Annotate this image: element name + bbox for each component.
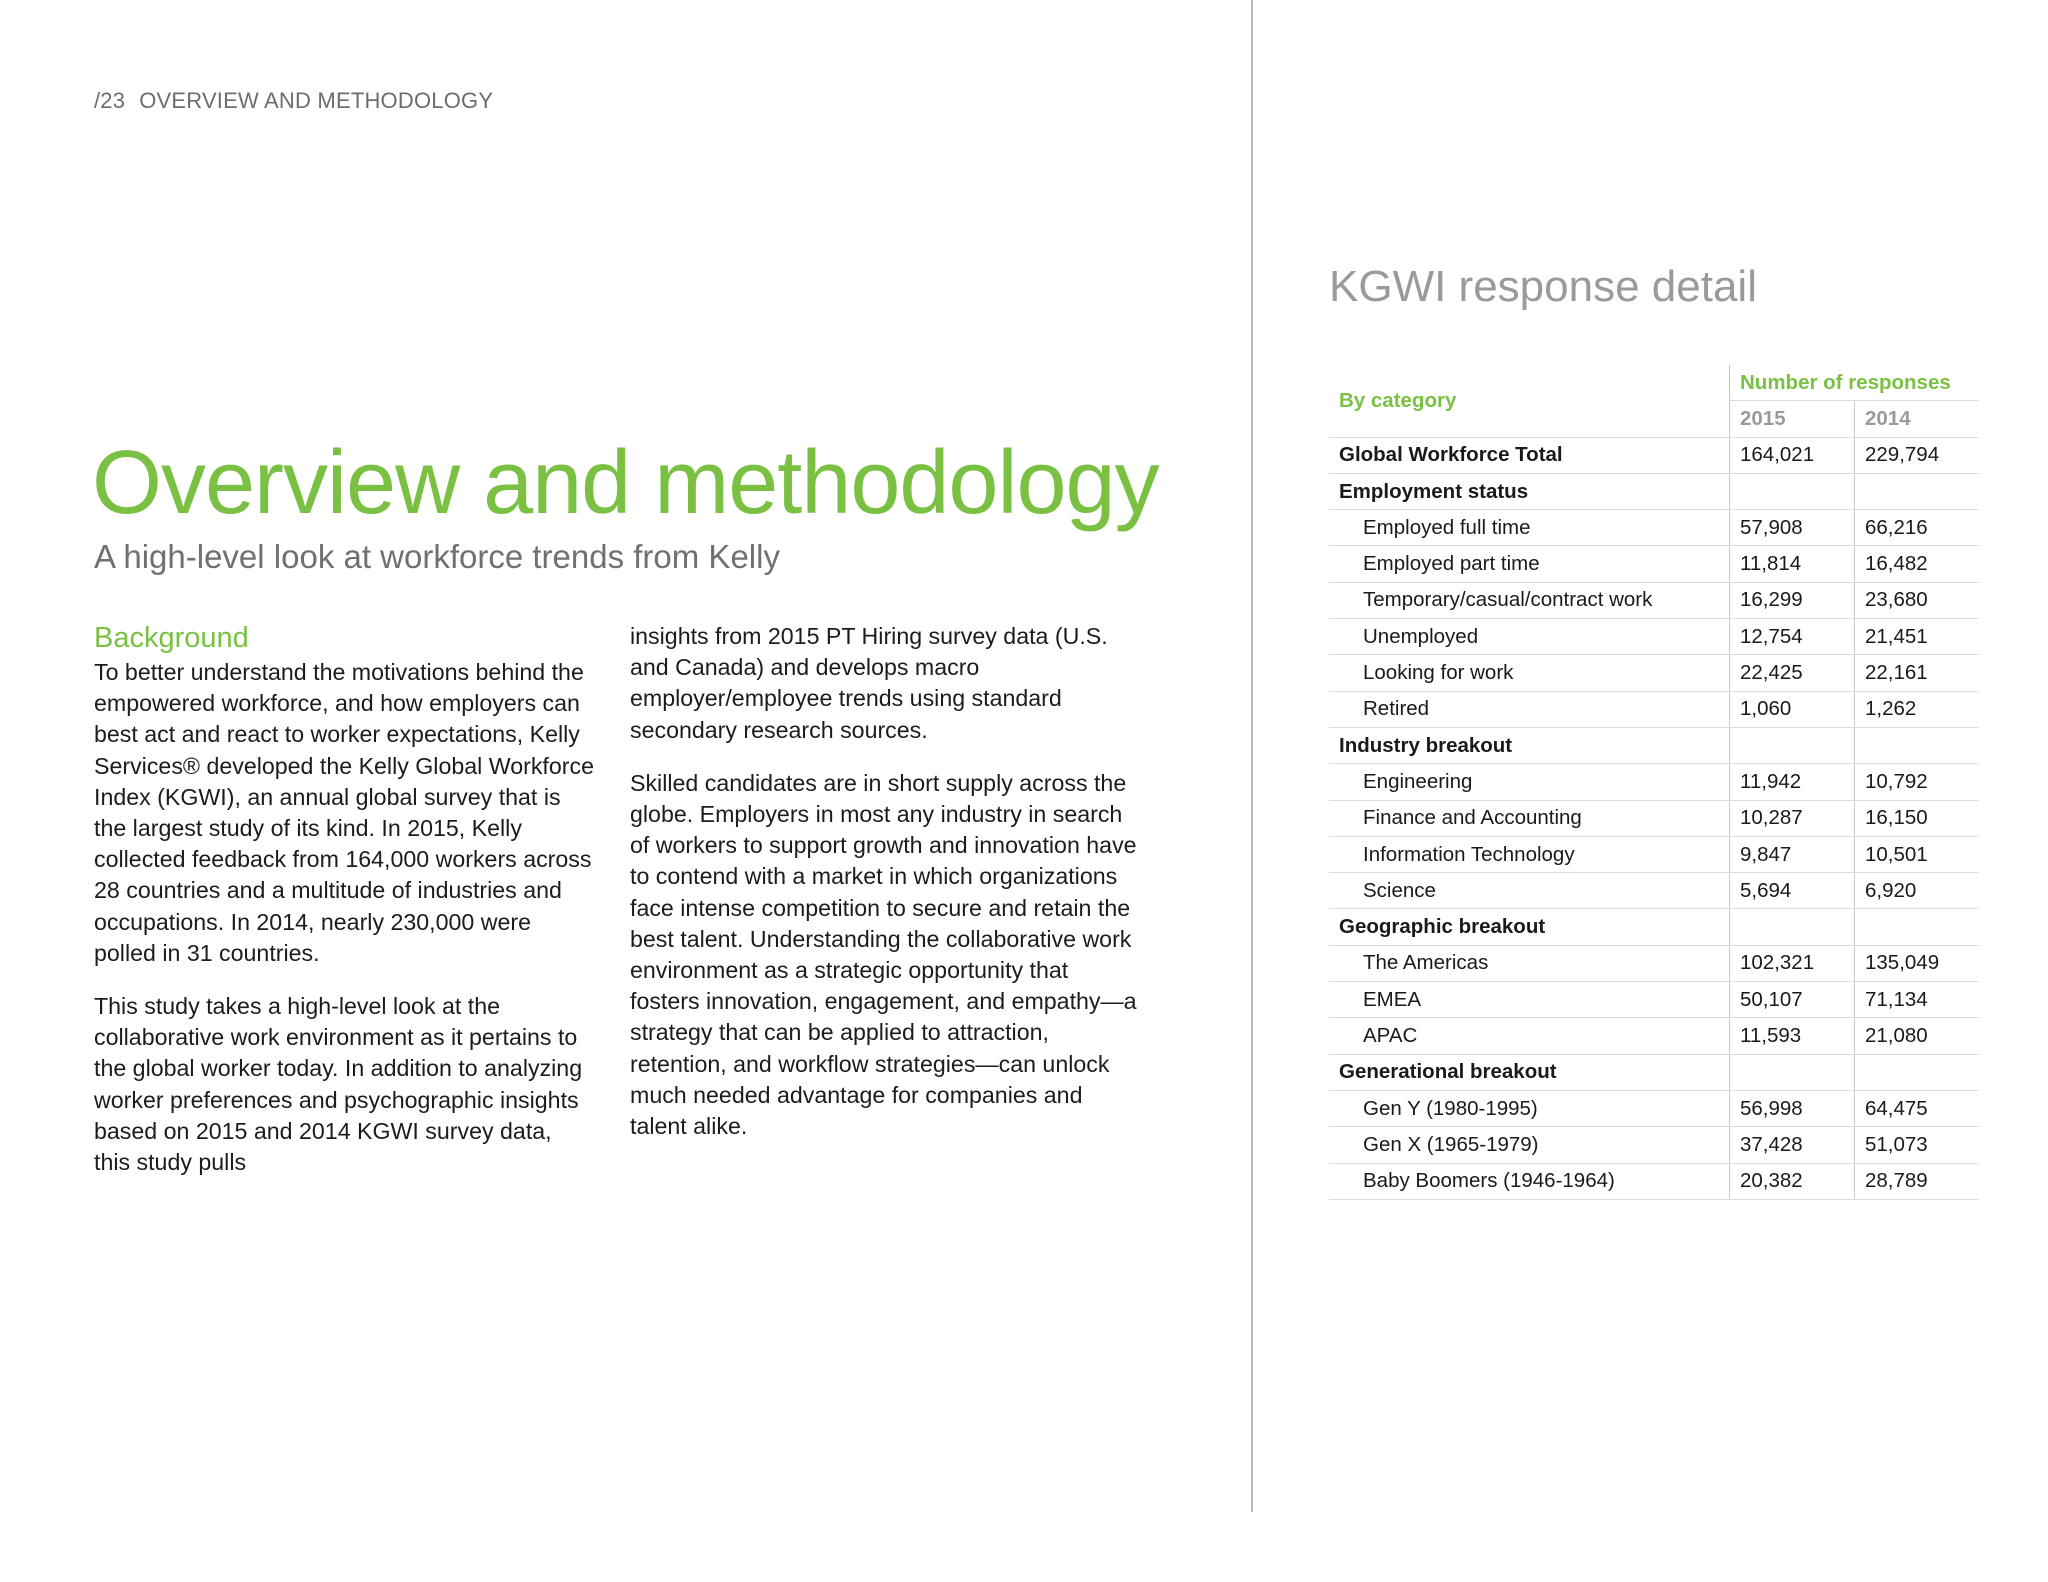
value-2015: 20,382: [1730, 1163, 1855, 1199]
value-2015: 11,942: [1730, 764, 1855, 800]
table-row: [1329, 1018, 1979, 1054]
value-2015: 164,021: [1730, 437, 1855, 473]
value-2015: 12,754: [1730, 619, 1855, 655]
table-row: [1329, 727, 1979, 763]
value-2014: 21,451: [1855, 619, 1980, 655]
value-2014: [1855, 727, 1980, 763]
table-row: [1329, 1163, 1979, 1199]
body-paragraph: To better understand the motivations behind the empowered workforce, and how employers can best act and react to worker expectations, Kelly Services® developed the Kelly Global Workforce Index (KGWI), an annual global survey that is the largest study of its kind. In 2015, Kelly collected feedback from 164,000 workers across 28 countries and a multitude of industries and occupations. In 2014, nearly 230,000 were polled in 31 countries.: [94, 659, 594, 966]
table-title: KGWI response detail: [1329, 262, 1757, 311]
page-subtitle: A high-level look at workforce trends from Kelly: [94, 538, 780, 575]
value-2015: 5,694: [1730, 873, 1855, 909]
table-row: [1329, 619, 1979, 655]
value-2015: 11,814: [1730, 546, 1855, 582]
value-2015: 102,321: [1730, 945, 1855, 981]
value-2014: 16,482: [1855, 546, 1980, 582]
value-2014: 64,475: [1855, 1090, 1980, 1126]
row-label: Gen Y (1980-1995): [1329, 1090, 1730, 1126]
value-2014: 229,794: [1855, 437, 1980, 473]
row-label: Baby Boomers (1946-1964): [1329, 1163, 1730, 1199]
row-label: Finance and Accounting: [1329, 800, 1730, 836]
value-2014: 21,080: [1855, 1018, 1980, 1054]
body-paragraph: insights from 2015 PT Hiring survey data (U.S. and Canada) and develops macro employer/employee trends using standard secondary research sources.: [630, 623, 1108, 743]
body-column-2: [630, 621, 1140, 1164]
page-number: /23: [94, 88, 126, 113]
value-2015: 9,847: [1730, 836, 1855, 872]
table-body: [1329, 437, 1979, 1199]
body-paragraph: This study takes a high-level look at the collaborative work environment as it pertains to the global worker today. In addition to analyzing worker preferences and psychographic insights based on 2015 and 2014 KGWI survey data, this study pulls: [94, 993, 583, 1176]
value-2014: [1855, 909, 1980, 945]
table-row: [1329, 1054, 1979, 1090]
value-2015: [1730, 727, 1855, 763]
table-row: [1329, 691, 1979, 727]
value-2015: 10,287: [1730, 800, 1855, 836]
row-label: Engineering: [1329, 764, 1730, 800]
value-2015: 16,299: [1730, 582, 1855, 618]
table-header-row: [1329, 365, 1979, 401]
value-2015: [1730, 473, 1855, 509]
row-label: Retired: [1329, 691, 1730, 727]
value-2014: 23,680: [1855, 582, 1980, 618]
row-label: EMEA: [1329, 982, 1730, 1018]
value-2015: 1,060: [1730, 691, 1855, 727]
body-column-1: [94, 621, 594, 1200]
value-2014: 71,134: [1855, 982, 1980, 1018]
row-label: Employed full time: [1329, 510, 1730, 546]
category-header: By category: [1329, 365, 1730, 437]
value-2015: 57,908: [1730, 510, 1855, 546]
row-label: Generational breakout: [1329, 1054, 1730, 1090]
value-2015: 56,998: [1730, 1090, 1855, 1126]
value-2014: 51,073: [1855, 1127, 1980, 1163]
value-2014: 66,216: [1855, 510, 1980, 546]
kgwi-response-table: [1329, 365, 1979, 1200]
running-head: [94, 88, 493, 114]
value-2014: [1855, 1054, 1980, 1090]
value-2014: 16,150: [1855, 800, 1980, 836]
row-label: Science: [1329, 873, 1730, 909]
value-2014: 10,792: [1855, 764, 1980, 800]
page-title: Overview and methodology: [92, 433, 1159, 533]
table-row: [1329, 982, 1979, 1018]
value-2014: 28,789: [1855, 1163, 1980, 1199]
row-label: Geographic breakout: [1329, 909, 1730, 945]
value-2014: 6,920: [1855, 873, 1980, 909]
row-label: Looking for work: [1329, 655, 1730, 691]
row-label: Employment status: [1329, 473, 1730, 509]
value-2014: 22,161: [1855, 655, 1980, 691]
table-row: [1329, 473, 1979, 509]
table-row: [1329, 510, 1979, 546]
value-2015: [1730, 1054, 1855, 1090]
table-row: [1329, 909, 1979, 945]
number-of-responses-header: Number of responses: [1730, 365, 1980, 401]
value-2014: 1,262: [1855, 691, 1980, 727]
value-2015: 37,428: [1730, 1127, 1855, 1163]
section-heading-background: Background: [94, 622, 249, 654]
page-divider: [1251, 0, 1253, 1512]
year-header-2015: 2015: [1730, 401, 1855, 437]
table-row: [1329, 764, 1979, 800]
table-row: [1329, 655, 1979, 691]
value-2014: 135,049: [1855, 945, 1980, 981]
body-paragraph: Skilled candidates are in short supply across the globe. Employers in most any industry in search of workers to support growth and innovation have to contend with a market in which organizations face intense competition to secure and retain the best talent. Understanding the collaborative work environment as a strategic opportunity that fosters innovation, engagement, and empathy—a strategy that can be applied to attraction, retention, and workflow strategies—can unlock much needed advantage for companies and talent alike.: [630, 769, 1137, 1140]
table-row: [1329, 945, 1979, 981]
value-2015: 11,593: [1730, 1018, 1855, 1054]
table-row: [1329, 800, 1979, 836]
running-head-section: OVERVIEW AND METHODOLOGY: [139, 88, 494, 113]
row-label: Industry breakout: [1329, 727, 1730, 763]
row-label: Global Workforce Total: [1329, 437, 1730, 473]
row-label: APAC: [1329, 1018, 1730, 1054]
row-label: Employed part time: [1329, 546, 1730, 582]
value-2014: [1855, 473, 1980, 509]
table-row: [1329, 437, 1979, 473]
row-label: Gen X (1965-1979): [1329, 1127, 1730, 1163]
year-header-2014: 2014: [1855, 401, 1980, 437]
value-2014: 10,501: [1855, 836, 1980, 872]
table-row: [1329, 1127, 1979, 1163]
row-label: Unemployed: [1329, 619, 1730, 655]
table-row: [1329, 582, 1979, 618]
row-label: Information Technology: [1329, 836, 1730, 872]
value-2015: [1730, 909, 1855, 945]
value-2015: 50,107: [1730, 982, 1855, 1018]
table-row: [1329, 546, 1979, 582]
row-label: The Americas: [1329, 945, 1730, 981]
table-row: [1329, 1090, 1979, 1126]
table-row: [1329, 836, 1979, 872]
value-2015: 22,425: [1730, 655, 1855, 691]
table-row: [1329, 873, 1979, 909]
row-label: Temporary/casual/contract work: [1329, 582, 1730, 618]
